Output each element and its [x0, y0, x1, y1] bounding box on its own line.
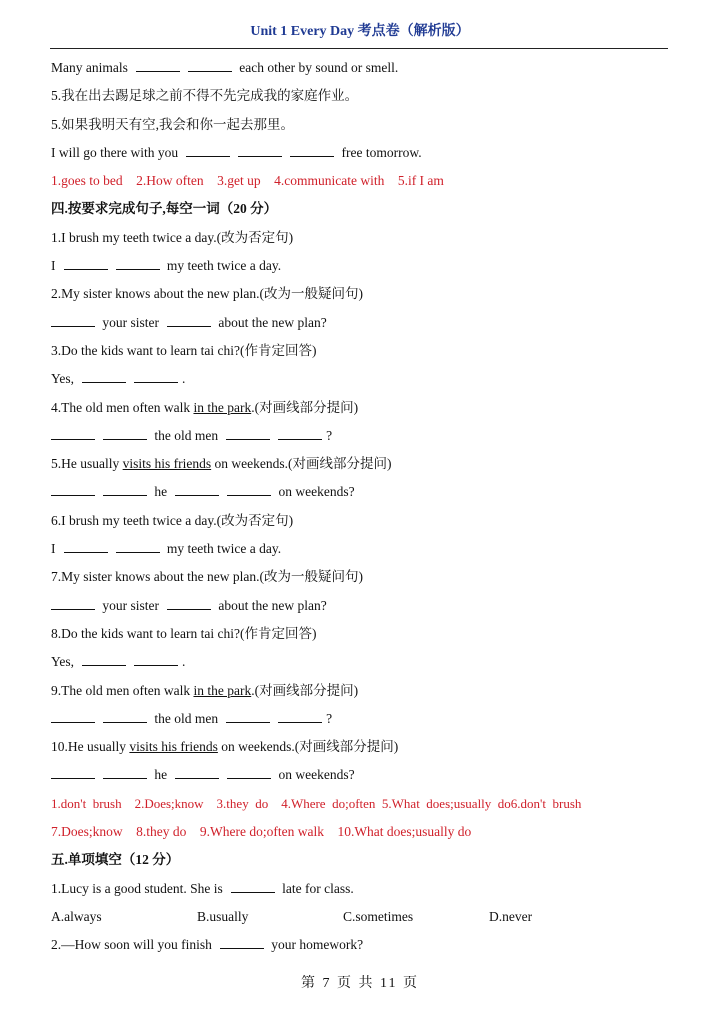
question-line: 2.—How soon will you finish your homework? [51, 931, 671, 959]
answer-line: he on weekends? [51, 761, 671, 789]
answer-key-line: 7.Does;know 8.they do 9.Where do;often walk 10.What does;usually do [51, 824, 472, 840]
answer-line: the old men ? [51, 422, 671, 450]
page-header: Unit 1 Every Day 考点卷（解析版） [250, 24, 470, 39]
document-body [51, 54, 671, 960]
answer-line: the old men ? [51, 705, 671, 733]
section-heading: 四.按要求完成句子,每空一词（20 分） [51, 201, 278, 217]
question-line: 5.He usually visits his friends on weekends.(对画线部分提问) [51, 456, 392, 472]
question-line: 6.I brush my teeth twice a day.(改为否定句) [51, 512, 294, 528]
answer-key-line: 1.goes to bed 2.How often 3.get up 4.communicate with 5.if I am [51, 173, 444, 189]
text-line: Many animals each other by sound or smell. [51, 54, 671, 82]
answer-line: your sister about the new plan? [51, 309, 671, 337]
question-line: 4.The old men often walk in the park.(对画线部分提问) [51, 399, 359, 415]
answer-line: your sister about the new plan? [51, 592, 671, 620]
option-c: C.sometimes [343, 908, 414, 924]
answer-line: I my teeth twice a day. [51, 535, 671, 563]
option-d: D.never [489, 908, 533, 924]
answer-line: I my teeth twice a day. [51, 252, 671, 280]
text-line: I will go there with you free tomorrow. [51, 139, 671, 167]
text-line: 5.如果我明天有空,我会和你一起去那里。 [51, 116, 294, 132]
question-line: 9.The old men often walk in the park.(对画线部分提问) [51, 682, 359, 698]
question-line: 10.He usually visits his friends on weekends.(对画线部分提问) [51, 739, 399, 755]
question-line: 1.Lucy is a good student. She is late for class. [51, 875, 671, 903]
question-line: 7.My sister knows about the new plan.(改为一般疑问句) [51, 569, 363, 585]
option-a: A.always [51, 908, 102, 924]
answer-key-line: 1.don't brush 2.Does;know 3.they do 4.Where do;often 5.What does;usually do6.don't brush [51, 795, 582, 811]
text-line: 5.我在出去踢足球之前不得不先完成我的家庭作业。 [51, 88, 359, 104]
question-line: 2.My sister knows about the new plan.(改为一般疑问句) [51, 286, 363, 302]
question-line: 3.Do the kids want to learn tai chi?(作肯定回答) [51, 342, 317, 358]
question-line: 1.I brush my teeth twice a day.(改为否定句) [51, 229, 294, 245]
page-footer: 第 7 页 共 11 页 [301, 976, 419, 991]
option-b: B.usually [197, 908, 249, 924]
options-line [51, 903, 671, 931]
answer-line: Yes, . [51, 365, 671, 393]
answer-line: Yes, . [51, 648, 671, 676]
section-heading: 五.单项填空（12 分） [51, 852, 180, 868]
header-rule [50, 48, 668, 49]
answer-line: he on weekends? [51, 478, 671, 506]
question-line: 8.Do the kids want to learn tai chi?(作肯定回答) [51, 625, 317, 641]
